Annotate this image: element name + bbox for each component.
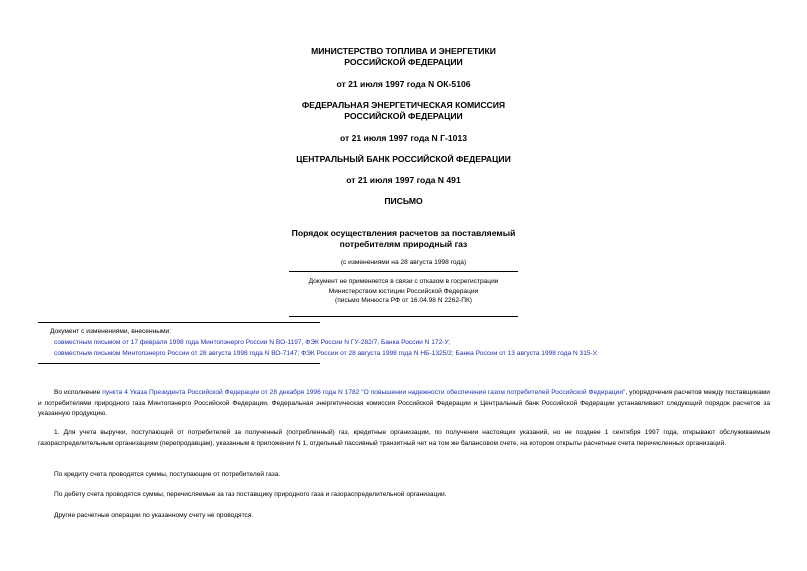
changes-label: Документ с изменениями, внесенными: [50,328,172,335]
central-bank-name: ЦЕНТРАЛЬНЫЙ БАНК РОССИЙСКОЙ ФЕДЕРАЦИИ [296,154,511,164]
paragraph-debit: По дебету счета проводятся суммы, перечисляемые за газ поставщику природного газа и газораспределительной организации. [54,491,447,498]
ministry-line-2: РОССИЙСКОЙ ФЕДЕРАЦИИ [344,56,463,67]
decree-link[interactable]: пункта 4 Указа Президента Российской Федерации от 28 декабря 1996 года N 1782 "О повышении надежности обеспечения газом потребителей Российской Федерации" [102,389,626,396]
changes-box [50,326,750,359]
fec-name [0,100,807,121]
paragraph-credit: По кредиту счета проводятся суммы, поступающие от потребителей газа. [54,471,281,478]
document-title [0,228,807,249]
fec-date: от 21 июля 1997 года N Г-1013 [339,133,468,143]
paragraph-intro [38,388,770,420]
fec-line-1: ФЕДЕРАЛЬНАЯ ЭНЕРГЕТИЧЕСКАЯ КОМИССИЯ [301,100,506,110]
registration-notice [0,277,807,306]
notice-line-3: (письмо Минюста РФ от 16.04.98 N 2262-ПК) [335,297,472,304]
intro-text-after: , упорядочения расчетов между поставщиками и потребителями природного газа Минтопэнерго Российской Федерации, Федеральная энергетическая комиссия Российской Федерации и Центральный банк Российской Федерации устанавливают следующий порядок расчетов за указанную продукцию. [38,389,770,417]
ministry-name [0,46,807,67]
amendments-note: (с изменениями на 28 августа 1998 года) [340,259,467,266]
intro-text-before: Во исполнение [54,389,103,396]
paragraph-other-operations: Другие расчетные операции по указанному счету не проводятся. [54,512,254,519]
title-line-2: потребителям природный газ [339,238,468,249]
ministry-date: от 21 июля 1997 года N ОК-5106 [336,79,471,89]
changes-bottom-rule [38,363,320,364]
amendment-link-2[interactable]: совместным письмом Минтопэнерго России от 28 августа 1998 года N ВО-7147; ФЭК России от 28 августа 1998 года N НБ-1325/2; Банка России от 13 августа 1998 года N 315-У. [54,350,598,357]
ministry-line-1: МИНИСТЕРСТВО ТОПЛИВА И ЭНЕРГЕТИКИ [311,46,496,56]
notice-top-rule [289,271,518,272]
changes-top-rule [38,322,320,323]
document-type: ПИСЬМО [384,196,423,206]
central-bank-date: от 21 июля 1997 года N 491 [346,175,461,185]
notice-line-2: Министерством юстиции Российской Федерации [328,287,479,295]
paragraph-1: 1. Для учета выручки, поступающей от потребителей за полученный (потребленный) газ, кредитные организации, по получении настоящих указаний, но не позднее 1 сентября 1997 года, открывают обслуживаемым газораспределительным организациям (перепродавцам), указанным в приложении N 1, отдельный пассивный транзитный чет на том же балансовом счете, на котором открыты расчетные счета перечисленных организаций. [38,429,770,447]
amendment-link-1[interactable]: совместным письмом от 17 февраля 1998 года Минтопэнерго России N ВО-1197, ФЭК России N ГУ-282/7, Банка России N 172-У; [54,339,451,346]
title-line-1: Порядок осуществления расчетов за поставляемый [291,228,516,238]
notice-bottom-rule [289,316,518,317]
notice-line-1: Документ не применяется в связи с отказом в госрегистрации [308,278,499,285]
fec-line-2: РОССИЙСКОЙ ФЕДЕРАЦИИ [344,110,463,121]
